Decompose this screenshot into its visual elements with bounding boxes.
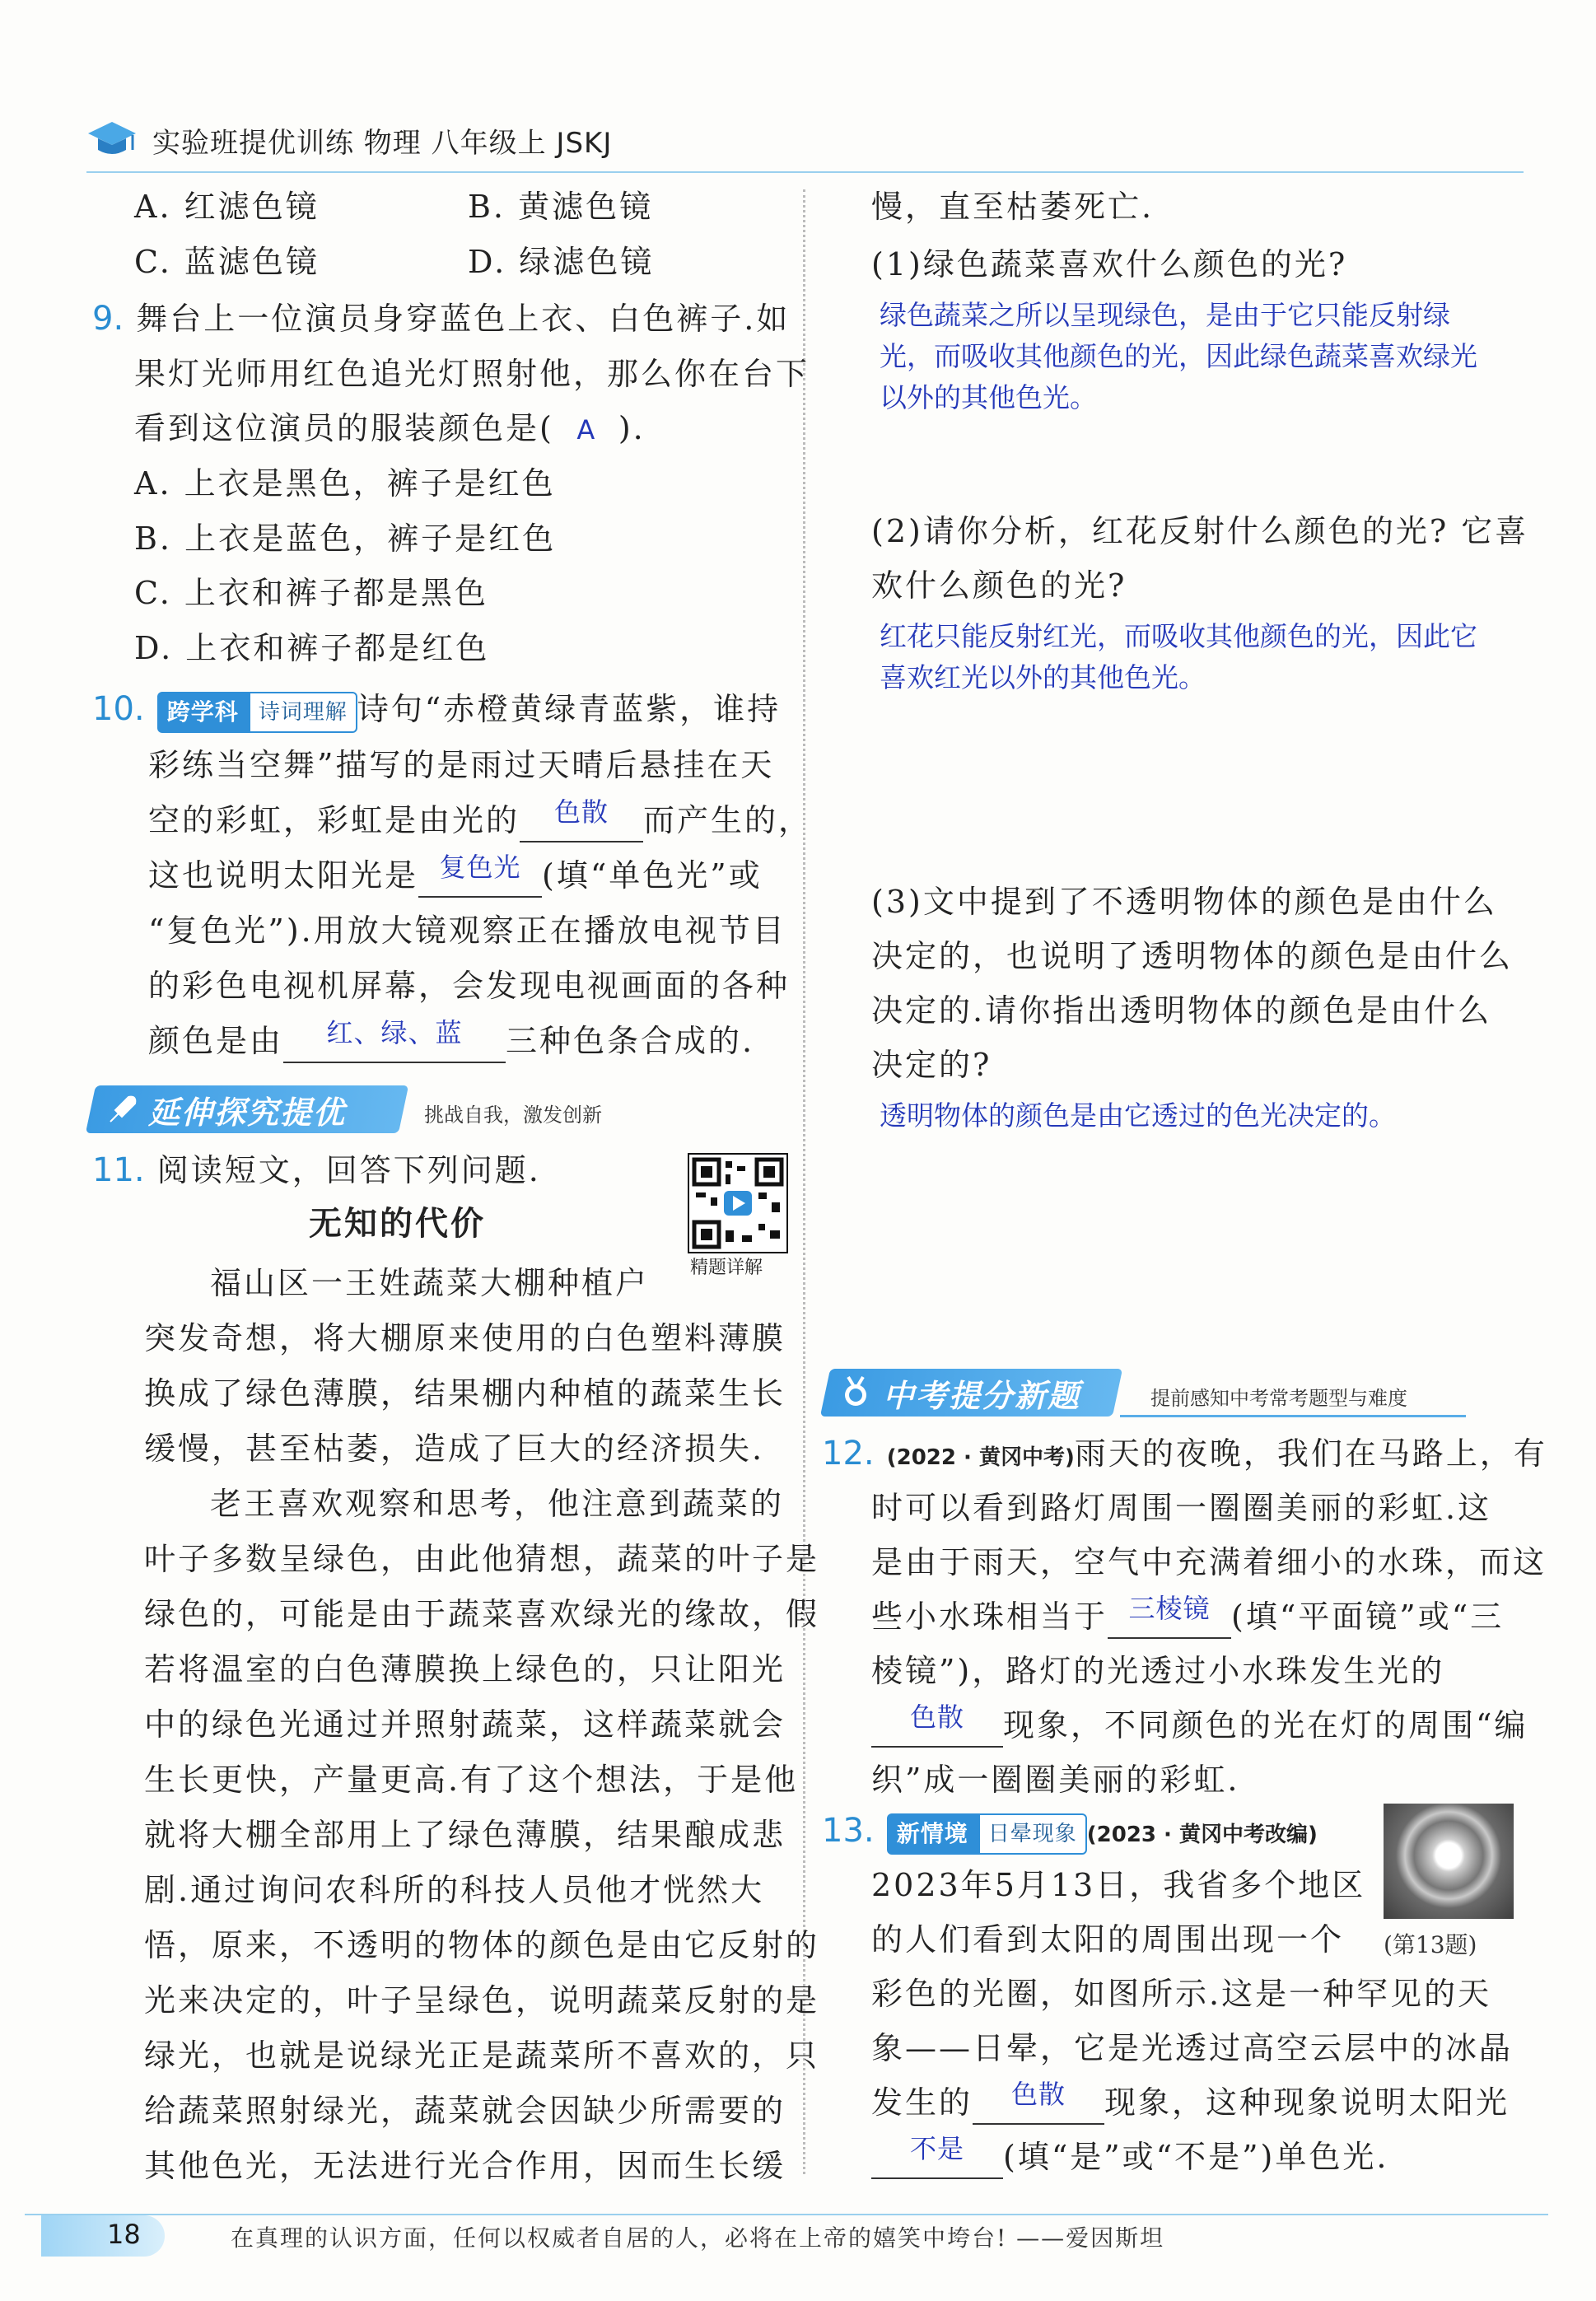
article-line: 缓慢，甚至枯萎，造成了巨大的经济损失. [144, 1431, 765, 1467]
question-text: 舞台上一位演员身穿蓝色上衣、白色裤子.如 [136, 301, 791, 337]
question-text: 颜色是由 [148, 1023, 284, 1059]
qr-code-icon[interactable] [688, 1153, 788, 1253]
footer-divider [25, 2214, 1548, 2215]
handwritten-answer: A [576, 414, 596, 446]
article-line: 叶子多数呈绿色，由此他猜想，蔬菜的叶子是 [144, 1541, 820, 1577]
article-line: 就将大棚全部用上了绿色薄膜，结果酿成悲 [144, 1817, 786, 1853]
handwritten-answer: 色散 [554, 796, 609, 828]
sub-question-1: (1)绿色蔬菜喜欢什么颜色的光? [871, 246, 1348, 282]
handwritten-answer: 不是 [909, 2133, 964, 2164]
question-text: 些小水珠相当于 [871, 1599, 1108, 1635]
section-banner-extension [91, 1085, 791, 1133]
banner-subtitle: 挑战自我，激发创新 [424, 1104, 602, 1127]
option-c: C. 上衣和裤子都是黑色 [134, 575, 488, 611]
question-text: 是由于雨天，空气中充满着细小的水珠，而这 [871, 1544, 1547, 1580]
question-source: (2022 · 黄冈中考) [886, 1445, 1075, 1470]
column-divider [803, 189, 805, 2174]
question-number: 10. [92, 690, 145, 728]
article-title: 无知的代价 [309, 1205, 486, 1243]
article-line: 中的绿色光通过并照射蔬菜，这样蔬菜就会 [144, 1706, 786, 1743]
option-a: A. 红滤色镜 [134, 189, 320, 225]
page-number [41, 2215, 165, 2257]
question-text: 这也说明太阳光是 [148, 857, 419, 894]
article-line: 突发奇想，将大棚原来使用的白色塑料薄膜 [144, 1320, 786, 1356]
banner-title: 延伸探究提优 [148, 1094, 347, 1131]
article-line: 生长更快，产量更高.有了这个想法，于是他 [144, 1762, 799, 1798]
banner-underline [1120, 1415, 1466, 1417]
qr-label: 精题详解 [690, 1258, 763, 1278]
article-line: 福山区一王姓蔬菜大棚种植户 [210, 1265, 650, 1301]
option-c: C. 蓝滤色镜 [134, 244, 320, 280]
section-banner-exam [825, 1369, 1468, 1417]
medal-icon [838, 1375, 873, 1410]
tag-poetry: 诗词理解 [249, 692, 357, 733]
sub-question-3: 决定的? [871, 1047, 992, 1083]
handwritten-answer: 红花只能反射红光，而吸收其他颜色的光，因此它 [880, 620, 1477, 652]
question-text: 发生的 [871, 2084, 973, 2121]
question-text: 2023年5月13日，我省多个地区 [871, 1867, 1366, 1903]
tag-halo: 日晕现象 [978, 1813, 1087, 1855]
handwritten-answer: 喜欢红光以外的其他色光。 [880, 661, 1206, 693]
question-source: (2023 · 黄冈中考改编) [1086, 1823, 1318, 1847]
article-line: 慢，直至枯萎死亡. [871, 189, 1155, 225]
question-text: 织”成一圈圈美丽的彩虹. [871, 1762, 1240, 1798]
question-text: (填“平面镜”或“三 [1231, 1599, 1505, 1635]
handwritten-answer: 红、绿、蓝 [326, 1017, 463, 1048]
article-line: 绿色的，可能是由于蔬菜喜欢绿光的缘故，假 [144, 1596, 820, 1632]
page-header [86, 115, 612, 165]
question-text: 果灯光师用红色追光灯照射他，那么你在台下 [134, 356, 810, 392]
article-line: 绿光，也就是说绿光正是蔬菜所不喜欢的，只 [144, 2037, 820, 2074]
question-text: 空的彩虹，彩虹是由光的 [148, 802, 520, 838]
question-text: “复色光”).用放大镜观察正在播放电视节目 [148, 912, 786, 949]
sub-question-2: (2)请你分析，红花反射什么颜色的光? 它喜 [871, 513, 1529, 549]
question-text: 而产生的， [643, 802, 813, 838]
tag-new-context: 新情境 [887, 1813, 978, 1855]
handwritten-answer: 以外的其他色光。 [880, 381, 1097, 413]
rocket-icon [105, 1094, 138, 1127]
question-text: 彩色的光圈，如图所示.这是一种罕见的天 [871, 1976, 1492, 2012]
article-line: 其他色光，无法进行光合作用，因而生长缓 [144, 2148, 786, 2184]
sun-halo-photo [1384, 1804, 1514, 1919]
article-line: 给蔬菜照射绿光，蔬菜就会因缺少所需要的 [144, 2093, 786, 2129]
question-text: 看到这位演员的服装颜色是( [134, 410, 554, 446]
header-divider [86, 171, 1524, 173]
option-a: A. 上衣是黑色，裤子是红色 [134, 465, 556, 502]
handwritten-answer: 复色光 [439, 852, 521, 883]
question-number: 9. [92, 300, 124, 338]
question-number: 12. [822, 1435, 875, 1473]
question-text: 棱镜”)，路灯的光透过小水珠发生光的 [871, 1653, 1445, 1689]
handwritten-answer: 绿色蔬菜之所以呈现绿色，是由于它只能反射绿 [880, 299, 1450, 331]
question-text: 的人们看到太阳的周围出现一个 [871, 1921, 1345, 1958]
article-line: 若将温室的白色薄膜换上绿色的，只让阳光 [144, 1651, 786, 1687]
question-text: ). [618, 410, 646, 446]
sub-question-2: 欢什么颜色的光? [871, 567, 1127, 604]
question-number: 11. [92, 1151, 145, 1189]
option-b: B. 黄滤色镜 [468, 189, 654, 225]
question-text: 诗句“赤橙黄绿青蓝紫，谁持 [357, 691, 782, 727]
article-line: 光来决定的，叶子呈绿色，说明蔬菜反射的是 [144, 1982, 820, 2019]
question-text: 阅读短文，回答下列问题. [156, 1152, 541, 1188]
banner-subtitle: 提前感知中考常考题型与难度 [1150, 1387, 1407, 1410]
option-d: D. 上衣和裤子都是红色 [134, 630, 490, 666]
question-text: 彩练当空舞”描写的是雨过天晴后悬挂在天 [148, 747, 775, 783]
article-line: 剧.通过询问农科所的科技人员他才恍然大 [144, 1872, 765, 1908]
page-number-label: 18 [107, 2219, 141, 2250]
option-b: B. 上衣是蓝色，裤子是红色 [134, 520, 557, 557]
question-text: (填“单色光”或 [542, 857, 763, 894]
article-line: 老王喜欢观察和思考，他注意到蔬菜的 [210, 1486, 785, 1522]
sub-question-3: 决定的.请你指出透明物体的颜色是由什么 [871, 992, 1492, 1029]
tag-cross-discipline: 跨学科 [157, 692, 249, 733]
handwritten-answer: 三棱镜 [1128, 1593, 1211, 1624]
article-line: 换成了绿色薄膜，结果棚内种植的蔬菜生长 [144, 1375, 786, 1412]
question-text: 象——日晕，它是光透过高空云层中的冰晶 [871, 2030, 1514, 2066]
question-text: 三种色条合成的. [506, 1023, 755, 1059]
handwritten-answer: 透明物体的颜色是由它透过的色光决定的。 [880, 1099, 1396, 1132]
question-text: 现象，这种现象说明太阳光 [1104, 2084, 1510, 2121]
question-text: 时可以看到路灯周围一圈圈美丽的彩虹.这 [871, 1490, 1492, 1526]
sub-question-3: (3)文中提到了不透明物体的颜色是由什么 [871, 884, 1497, 920]
footer-quote: 在真理的认识方面，任何以权威者自居的人，必将在上帝的嬉笑中垮台! ——爱因斯坦 [231, 2224, 1165, 2252]
question-text: 现象，不同颜色的光在灯的周围“编 [1003, 1707, 1528, 1743]
book-title: 实验班提优训练 物理 八年级上 JSKJ [152, 126, 613, 160]
handwritten-answer: 色散 [1011, 2079, 1066, 2110]
option-d: D. 绿滤色镜 [468, 244, 655, 280]
handwritten-answer: 色散 [909, 1701, 964, 1733]
graduation-cap-icon [86, 119, 138, 161]
question-number: 13. [822, 1812, 875, 1850]
question-text: (填“是”或“不是”)单色光. [1003, 2139, 1389, 2175]
figure-caption: (第13题) [1384, 1931, 1477, 1958]
handwritten-answer: 光，而吸收其他颜色的光，因此绿色蔬菜喜欢绿光 [880, 340, 1477, 372]
article-line: 悟，原来，不透明的物体的颜色是由它反射的 [144, 1927, 820, 1963]
question-text: 的彩色电视机屏幕，会发现电视画面的各种 [148, 968, 791, 1004]
sub-question-3: 决定的，也说明了透明物体的颜色是由什么 [871, 938, 1514, 974]
banner-title: 中考提分新题 [883, 1377, 1081, 1414]
question-text: 雨天的夜晚，我们在马路上，有 [1074, 1435, 1547, 1472]
